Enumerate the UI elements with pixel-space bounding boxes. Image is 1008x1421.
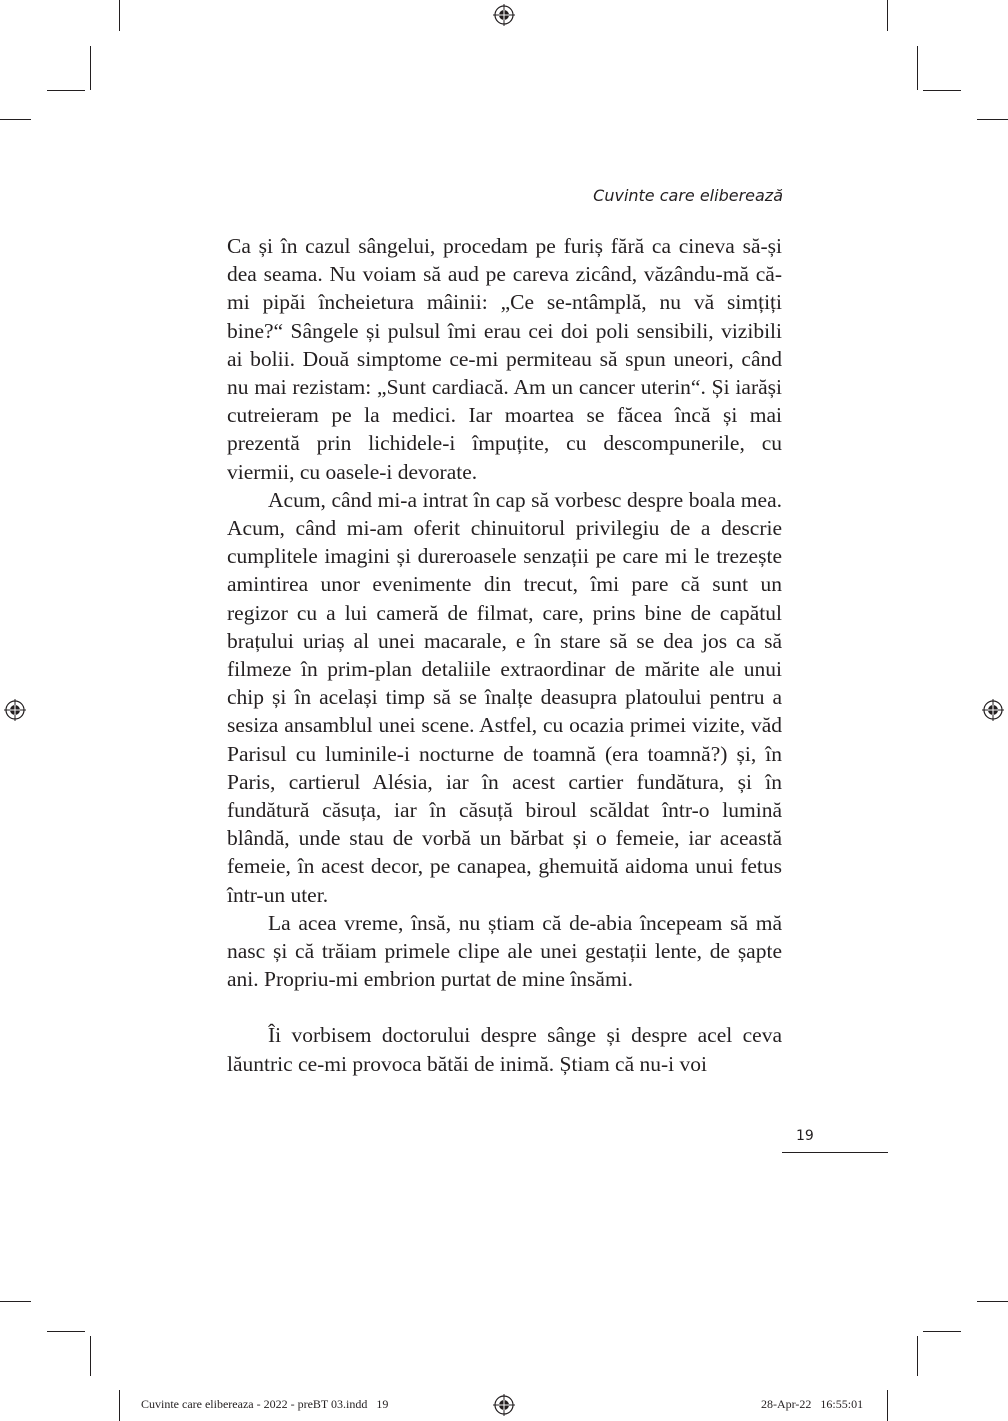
- crop-mark: [47, 90, 85, 91]
- crop-mark: [90, 46, 91, 90]
- page-number: 19: [796, 1128, 814, 1144]
- registration-target-icon: [4, 699, 26, 721]
- crop-mark: [977, 1301, 1008, 1302]
- crop-mark: [923, 1331, 961, 1332]
- page-body: [227, 232, 782, 1078]
- registration-target-icon: [982, 699, 1004, 721]
- crop-mark: [90, 1336, 91, 1376]
- crop-mark: [119, 1390, 120, 1421]
- paragraph: Îi vorbisem doctorului despre sânge și despre acel ceva lăuntric ce-mi provoca bătăi de inimă. Știam că nu-i voi: [227, 1023, 782, 1076]
- running-title: Cuvinte care eliberează: [593, 186, 783, 205]
- crop-mark: [923, 90, 961, 91]
- registration-target-icon: [493, 4, 515, 26]
- slug-timestamp: 28-Apr-22 16:55:01: [761, 1397, 864, 1411]
- crop-mark: [119, 0, 120, 31]
- crop-mark: [917, 1336, 918, 1376]
- crop-mark: [887, 0, 888, 31]
- crop-mark: [887, 1390, 888, 1421]
- paragraph: Acum, când mi-a intrat în cap să vorbesc despre boala mea. Acum, când mi-am oferit chinuitorul privilegiu de a descrie cumplitele imagini și dureroasele senzații pe care mi le trezește amintirea unor evenimente din trecut, îmi pare că sunt un regizor cu a lui cameră de filmat, care, prins bine de capătul brațului uriaș al unei macarale, e în stare să se dea jos ca să filmeze în prim-plan detaliile extraordinar de mărite ale unui chip și în același timp să se înalțe deasupra platoului pentru a sesiza ansamblul unei scene. Astfel, cu ocazia primei vizite, văd Parisul cu luminile-i nocturne de toamnă (era toamnă?) și, în Paris, cartierul Alésia, iar în acest cartier fundătura, și în fundătură căsuța, iar în căsuță biroul scăldat într-o lumină blândă, unde stau de vorbă un bărbat și o femeie, iar această femeie, în acest decor, pe canapea, ghemuită aidoma unui fetus într-un uter.: [227, 487, 782, 907]
- paragraph: La acea vreme, însă, nu știam că de-abia începeam să mă nasc și că trăiam primele clipe ale unei gestații lente, de șapte ani. Propriu-mi embrion purtat de mine însămi.: [227, 910, 782, 992]
- crop-mark: [47, 1331, 85, 1332]
- registration-target-icon: [493, 1394, 515, 1416]
- crop-mark: [917, 46, 918, 90]
- slug-filename: Cuvinte care elibereaza - 2022 - preBT 03.indd 19: [141, 1397, 389, 1411]
- page-number-rule: [782, 1152, 888, 1153]
- paragraph: Ca și în cazul sângelui, procedam pe furiș fără ca cineva să-și dea seama. Nu voiam să aud pe careva zicând, văzându-mă că-mi pipăi încheietura mâinii: „Ce se-ntâmplă, nu vă simțiți bine?“ Sângele și pulsul îmi erau cei doi poli sensibili, vizibili ai bolii. Două simptome ce-mi permiteau să spun uneori, când nu mai rezistam: „Sunt cardiacă. Am un cancer uterin“. Și iarăși cutreieram pe la medici. Iar moartea se făcea încă și mai prezentă prin lichidele-i împuțite, cu descompunerile, cu viermii, cu oasele-i devorate.: [227, 234, 782, 484]
- crop-mark: [0, 119, 31, 120]
- crop-mark: [0, 1301, 31, 1302]
- crop-mark: [977, 119, 1008, 120]
